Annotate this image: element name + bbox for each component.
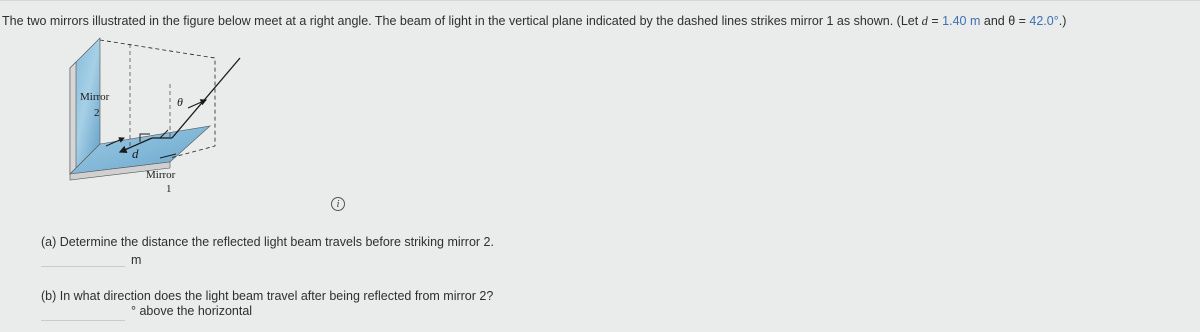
part-a-answer-input[interactable] bbox=[41, 252, 125, 267]
problem-intro: The two mirrors illustrated in the figure below meet at a right angle. The beam of light in the vertical plane indicated by the dashed lines strikes mirror 1 as shown. (Let bbox=[2, 14, 922, 28]
part-b-answer-input[interactable] bbox=[41, 306, 125, 321]
part-a-question: (a) Determine the distance the reflected light beam travels before striking mirror 2. bbox=[41, 235, 494, 249]
theta-label: θ bbox=[177, 95, 183, 109]
mirror-2-edge bbox=[70, 62, 76, 174]
d-symbol: d bbox=[921, 14, 928, 28]
mirror-2-number: 2 bbox=[94, 107, 100, 119]
and-text: and bbox=[980, 14, 1009, 28]
mirror-2-label: Mirror bbox=[80, 91, 110, 103]
part-a-unit: m bbox=[131, 253, 142, 267]
d-label: d bbox=[132, 146, 139, 161]
problem-close: .) bbox=[1058, 14, 1067, 28]
theta-symbol: θ bbox=[1008, 14, 1016, 28]
d-value: 1.40 m bbox=[942, 14, 981, 28]
problem-statement bbox=[2, 14, 1066, 29]
mirror-1-label: Mirror bbox=[146, 169, 176, 181]
theta-value: 42.0° bbox=[1029, 14, 1059, 28]
info-icon[interactable]: i bbox=[331, 197, 345, 211]
part-b-unit: ° above the horizontal bbox=[131, 304, 253, 318]
top-divider bbox=[0, 0, 1200, 1]
equals-sign-2: = bbox=[1015, 14, 1030, 28]
mirror-figure bbox=[60, 34, 250, 200]
equals-sign-1: = bbox=[927, 14, 943, 28]
part-b-question: (b) In what direction does the light beam travel after being reflected from mirror 2? bbox=[41, 289, 494, 303]
mirror-1-number: 1 bbox=[166, 183, 172, 195]
theta-arrow bbox=[188, 100, 206, 108]
